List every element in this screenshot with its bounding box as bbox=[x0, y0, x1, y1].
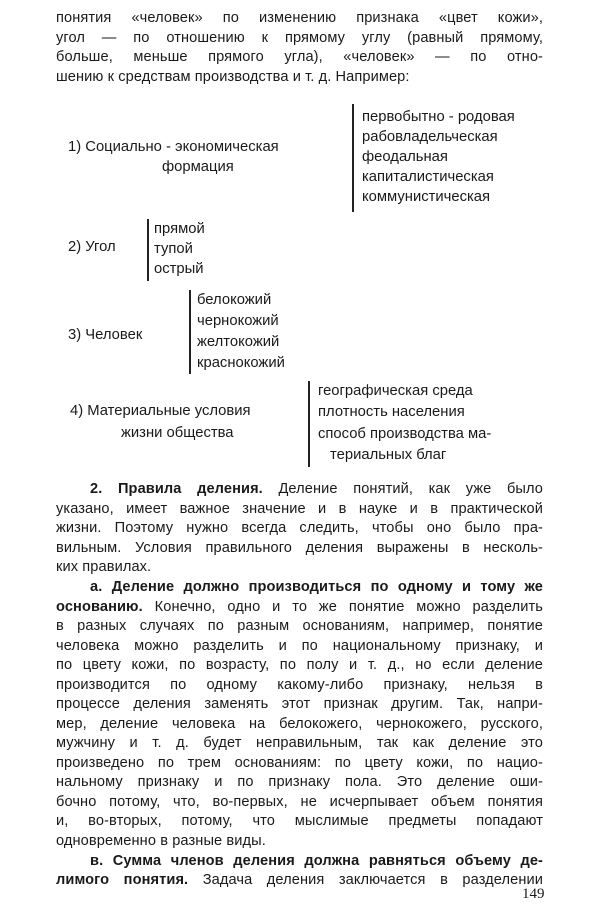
text-line: и, во-вторых, потому, что мыслимые предметы попадают bbox=[56, 813, 543, 829]
division-label: 1) Социально - экономическая bbox=[68, 139, 279, 155]
text-line: в разных случаях по разным основаниям, например, понятие bbox=[56, 618, 543, 634]
section-heading: 2. Правила деления. bbox=[90, 481, 263, 497]
division-member: феодальная bbox=[362, 149, 448, 165]
division-member: коммунистическая bbox=[362, 189, 491, 205]
division-member: желтокожий bbox=[197, 334, 280, 350]
text-span: Конечно, одно и то же понятие можно разделить bbox=[154, 599, 543, 615]
division-label: формация bbox=[162, 159, 234, 175]
text-line: жизни. Поэтому нужно всегда следить, чтобы оно было пра- bbox=[56, 520, 543, 536]
text-line: мер, деление человека на белокожего, чернокожего, русского, bbox=[56, 716, 543, 732]
text-line: бочно потому, что, во-первых, не исчерпывает объем понятия bbox=[56, 794, 543, 810]
rule-heading bbox=[90, 578, 543, 597]
text-line bbox=[90, 480, 543, 499]
text-line: угол — по отношению к прямому углу (равный прямому, bbox=[56, 30, 543, 46]
division-member: чернокожий bbox=[197, 313, 279, 329]
division-label: 4) Материальные условия bbox=[70, 403, 251, 419]
bracket-line bbox=[189, 290, 191, 374]
text-line: одновременно в разные виды. bbox=[56, 833, 266, 849]
division-member: географическая среда bbox=[318, 383, 473, 399]
text-line: процессе деления заменять этот признак другим. Так, напри- bbox=[56, 696, 543, 712]
text-line: произведено по трем основаниям: по цвету кожи, по нацио- bbox=[56, 755, 543, 771]
division-member: плотность населения bbox=[318, 404, 465, 420]
text-line: понятия «человек» по изменению признака «цвет кожи», bbox=[56, 10, 543, 26]
division-label: жизни общества bbox=[121, 425, 234, 441]
text-line: вильным. Условия правильного деления выражены в несколь- bbox=[56, 540, 543, 556]
text-line: человека можно разделить и по национальному признаку, и bbox=[56, 638, 543, 654]
text-line: ких правилах. bbox=[56, 559, 152, 575]
text-line: нальному признаку и по признаку пола. Это деление оши- bbox=[56, 774, 543, 790]
division-member: острый bbox=[154, 261, 204, 277]
rule-heading-text: а. Деление должно производиться по одному и тому же bbox=[90, 579, 543, 595]
division-member: белокожий bbox=[197, 292, 272, 308]
page-number: 149 bbox=[522, 886, 545, 902]
text-line: больше, меньше прямого угла), «человек» — по отно- bbox=[56, 49, 543, 65]
division-member: прямой bbox=[154, 221, 205, 237]
division-label: 2) Угол bbox=[68, 239, 116, 255]
division-member: тупой bbox=[154, 241, 193, 257]
bracket-line bbox=[147, 219, 149, 281]
division-member: краснокожий bbox=[197, 355, 285, 371]
text-line: производится по одному какому-либо признаку, нельзя в bbox=[56, 677, 543, 693]
rule-heading-text: основанию. bbox=[56, 599, 143, 615]
rule-heading-text: лимого понятия. bbox=[56, 872, 189, 888]
text-span: Задача деления заключается в разделении bbox=[202, 872, 544, 888]
text-line: по цвету кожи, по возрасту, по полу и т. д., но если деление bbox=[56, 657, 543, 673]
bracket-line bbox=[308, 381, 310, 467]
division-member: териальных благ bbox=[330, 447, 447, 463]
division-member: рабовладельческая bbox=[362, 129, 498, 145]
division-label: 3) Человек bbox=[68, 327, 143, 343]
text-line: указано, имеет важное значение и в науке и в практической bbox=[56, 501, 543, 517]
text-line bbox=[56, 871, 543, 890]
division-member: капиталистическая bbox=[362, 169, 494, 185]
rule-heading bbox=[90, 852, 543, 871]
rule-heading-text: в. Сумма членов деления должна равняться объему де- bbox=[90, 853, 543, 869]
division-member: первобытно - родовая bbox=[362, 109, 515, 125]
division-member: способ производства ма- bbox=[318, 426, 492, 442]
text-line: мужчину и т. д. будет неправильным, так как деление это bbox=[56, 735, 543, 751]
text-line bbox=[56, 598, 543, 617]
bracket-line bbox=[352, 104, 354, 212]
text-span: Деление понятий, как уже было bbox=[278, 481, 543, 497]
text-line: шению к средствам производства и т. д. Например: bbox=[56, 69, 410, 85]
